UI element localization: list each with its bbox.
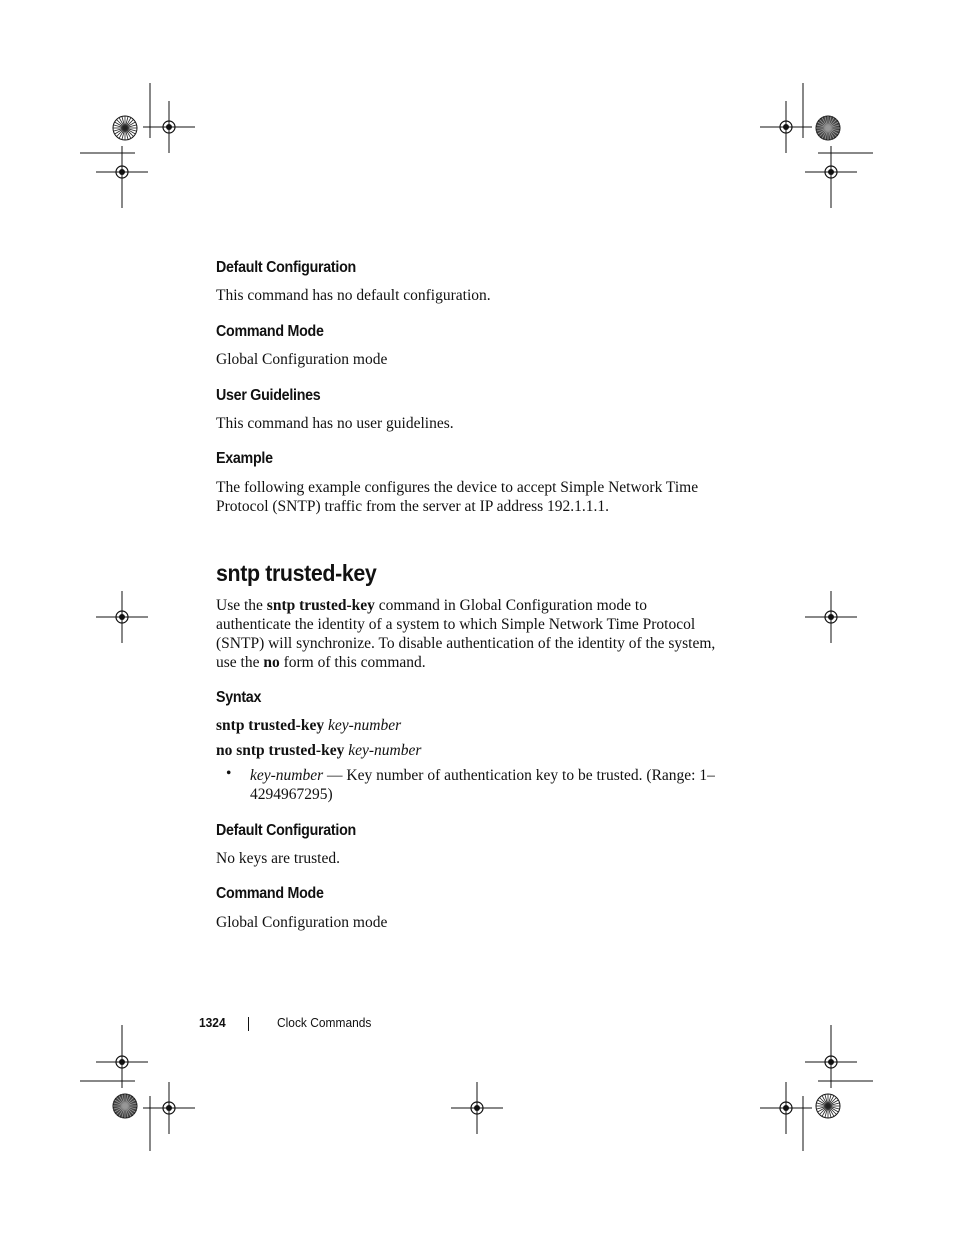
syntax-2-command: no sntp trusted-key [216,742,345,759]
intro-post: form of this command. [279,654,426,671]
intro-no-keyword: no [263,654,280,671]
heading-default-configuration: Default Configuration [216,259,356,276]
registration-dot [166,1105,172,1111]
default-configuration-2-text: No keys are trusted. [216,850,340,867]
registration-dot [828,614,834,620]
page-number: 1324 [199,1015,226,1030]
intro-command: sntp trusted-key [266,597,375,614]
registration-dot [166,124,172,130]
chapter-title: Clock Commands [277,1015,372,1030]
intro-pre: Use the [216,597,267,614]
registration-dot [474,1105,480,1111]
syntax-1-command: sntp trusted-key [216,717,325,734]
registration-dot [119,169,125,175]
example-text: The following example configures the device to accept Simple Network Time Protocol (SNTP) traffic from the server at IP address 192.1.1.1. [216,479,699,515]
command-intro [216,596,716,672]
parameter-name: key-number [250,767,324,784]
heading-command-mode-2: Command Mode [216,885,324,902]
registration-dot [119,1059,125,1065]
bullet: • [226,765,232,782]
syntax-line-1 [216,716,716,735]
command-mode-text: Global Configuration mode [216,351,388,368]
heading-example: Example [216,450,273,467]
parameter-description [250,766,716,804]
default-configuration-text: This command has no default configuration. [216,287,491,304]
footer-separator [248,1017,249,1031]
syntax-1-argument: key-number [327,717,402,734]
intro-mid: command in Global Configuration mode to authenticate the identity of a system to which Simple Network Time Protocol (SNTP) will synchronize. To disable authentication of the identity of the system, use the [216,597,716,671]
user-guidelines-text: This command has no user guidelines. [216,415,454,432]
syntax-line-2 [216,741,716,760]
registration-dot [783,124,789,130]
registration-dot [828,169,834,175]
heading-syntax: Syntax [216,689,262,706]
command-title: sntp trusted-key [216,560,377,586]
parameter-desc-text: — Key number of authentication key to be trusted. (Range: 1–4294967295) [250,767,715,803]
syntax-2-argument: key-number [348,742,422,759]
registration-dot [783,1105,789,1111]
heading-user-guidelines: User Guidelines [216,387,321,404]
command-mode-2-text: Global Configuration mode [216,914,388,931]
heading-command-mode: Command Mode [216,323,324,340]
heading-default-configuration-2: Default Configuration [216,822,356,839]
registration-dot [828,1059,834,1065]
registration-dot [119,614,125,620]
